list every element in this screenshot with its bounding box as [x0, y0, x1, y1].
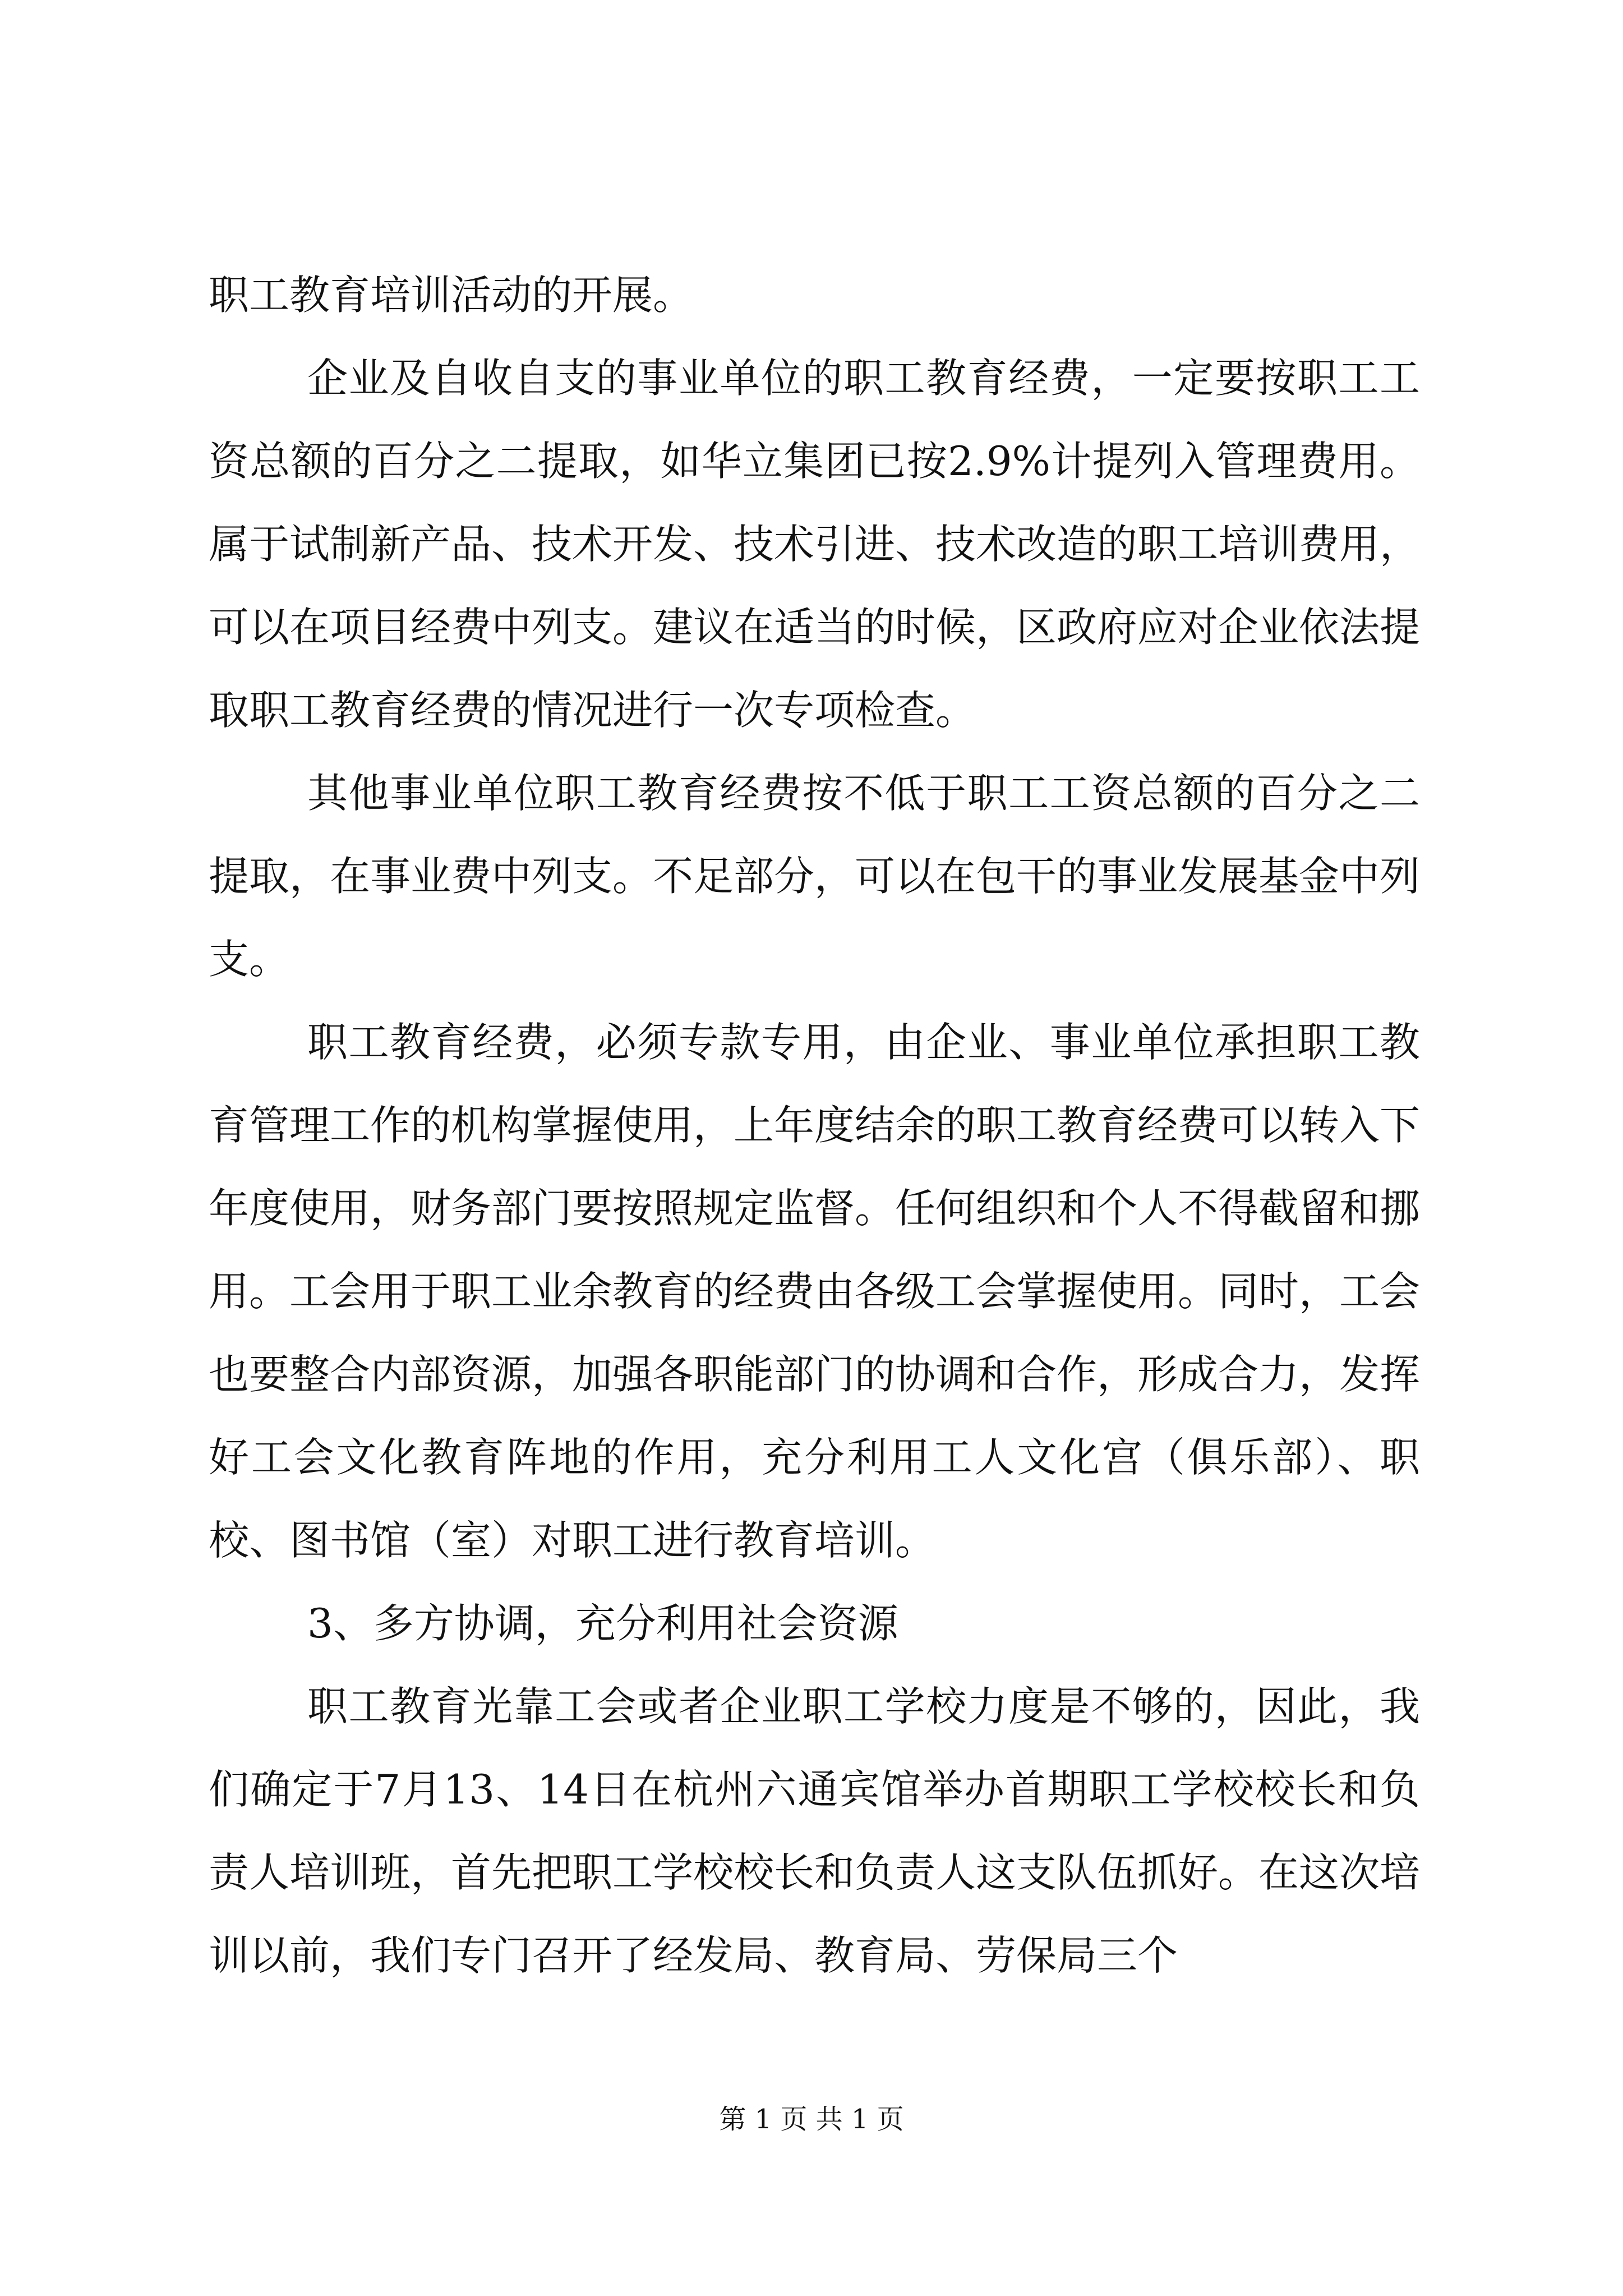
section-heading-3: 3、多方协调，充分利用社会资源 [307, 1600, 898, 1647]
paragraph-5: 职工教育光靠工会或者企业职工学校力度是不够的，因此，我们确定于7月13、14日在杭州六通宾馆举办首期职工学校校长和负责人培训班，首先把职工学校校长和负责人这支队伍抓好。在这次培训以前，我们专门召开了经发局、教育局、劳保局三个 [209, 1683, 1421, 1979]
paragraph-1: 职工教育培训活动的开展。 [209, 272, 694, 319]
paragraph-4: 职工教育经费，必须专款专用，由企业、事业单位承担职工教育管理工作的机构掌握使用，上年度结余的职工教育经费可以转入下年度使用，财务部门要按照规定监督。任何组织和个人不得截留和挪用。工会用于职工业余教育的经费由各级工会掌握使用。同时，工会也要整合内部资源，加强各职能部门的协调和合作，形成合力，发挥好工会文化教育阵地的作用，充分利用工人文化宫（俱乐部）、职校、图书馆（室）对职工进行教育培训。 [209, 1019, 1421, 1564]
paragraph-2: 企业及自收自支的事业单位的职工教育经费，一定要按职工工资总额的百分之二提取，如华立集团已按2.9%计提列入管理费用。属于试制新产品、技术开发、技术引进、技术改造的职工培训费用，可以在项目经费中列支。建议在适当的时候，区政府应对企业依法提取职工教育经费的情况进行一次专项检查。 [209, 355, 1421, 734]
document-body [209, 254, 1420, 1997]
page-footer: 第 1 页 共 1 页 [719, 2104, 904, 2135]
paragraph-3: 其他事业单位职工教育经费按不低于职工工资总额的百分之二提取，在事业费中列支。不足部分，可以在包干的事业发展基金中列支。 [209, 770, 1421, 983]
